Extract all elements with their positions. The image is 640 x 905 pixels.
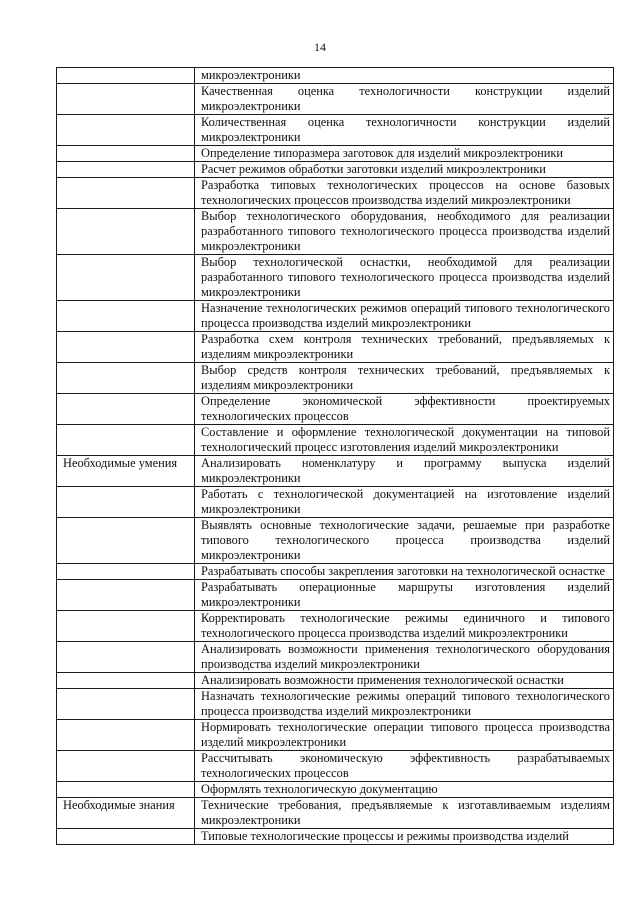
table-row bbox=[57, 720, 614, 751]
table-row bbox=[57, 332, 614, 363]
row-item: Технические требования, предъявляемые к изготавливаемым изделиям микроэлектроники bbox=[195, 798, 614, 829]
table-row bbox=[57, 564, 614, 580]
row-label bbox=[57, 162, 195, 178]
row-item: Разрабатывать операционные маршруты изготовления изделий микроэлектроники bbox=[195, 580, 614, 611]
row-label bbox=[57, 178, 195, 209]
row-label bbox=[57, 564, 195, 580]
table-row bbox=[57, 255, 614, 301]
row-label bbox=[57, 363, 195, 394]
row-label bbox=[57, 332, 195, 363]
table-row bbox=[57, 798, 614, 829]
row-item: Разрабатывать способы закрепления заготовки на технологической оснастке bbox=[195, 564, 614, 580]
row-label bbox=[57, 720, 195, 751]
row-item: Анализировать номенклатуру и программу выпуска изделий микроэлектроники bbox=[195, 456, 614, 487]
table-row bbox=[57, 162, 614, 178]
row-label bbox=[57, 255, 195, 301]
section-label-knowledge: Необходимые знания bbox=[57, 798, 195, 829]
table-row bbox=[57, 68, 614, 84]
row-item: Разработка схем контроля технических требований, предъявляемых к изделиям микроэлектроники bbox=[195, 332, 614, 363]
row-label bbox=[57, 611, 195, 642]
row-label bbox=[57, 487, 195, 518]
table-row bbox=[57, 425, 614, 456]
row-item: Количественная оценка технологичности конструкции изделий микроэлектроники bbox=[195, 115, 614, 146]
row-label bbox=[57, 518, 195, 564]
table-row bbox=[57, 84, 614, 115]
row-label bbox=[57, 642, 195, 673]
table-row bbox=[57, 518, 614, 564]
row-item: Назначать технологические режимы операций типового технологического процесса производства изделий микроэлектроники bbox=[195, 689, 614, 720]
row-item: Работать с технологической документацией на изготовление изделий микроэлектроники bbox=[195, 487, 614, 518]
row-label bbox=[57, 146, 195, 162]
row-item: Выбор технологического оборудования, необходимого для реализации разработанного типового технологического процесса производства изделий микроэлектроники bbox=[195, 209, 614, 255]
row-label bbox=[57, 115, 195, 146]
table-row bbox=[57, 115, 614, 146]
row-item: Рассчитывать экономическую эффективность разрабатываемых технологических процессов bbox=[195, 751, 614, 782]
row-label bbox=[57, 751, 195, 782]
row-item: Оформлять технологическую документацию bbox=[195, 782, 614, 798]
row-item: Анализировать возможности применения технологического оборудования производства изделий микроэлектроники bbox=[195, 642, 614, 673]
row-item: Расчет режимов обработки заготовки изделий микроэлектроники bbox=[195, 162, 614, 178]
table-row bbox=[57, 487, 614, 518]
row-item: Корректировать технологические режимы единичного и типового технологического процесса производства изделий микроэлектроники bbox=[195, 611, 614, 642]
table-row bbox=[57, 456, 614, 487]
row-item: Анализировать возможности применения технологической оснастки bbox=[195, 673, 614, 689]
row-item: Разработка типовых технологических процессов на основе базовых технологических процессов производства изделий микроэлектроники bbox=[195, 178, 614, 209]
table-row bbox=[57, 209, 614, 255]
row-item: Составление и оформление технологической документации на типовой технологический процесс изготовления изделий микроэлектроники bbox=[195, 425, 614, 456]
row-item: Нормировать технологические операции типового процесса производства изделий микроэлектроники bbox=[195, 720, 614, 751]
table-row bbox=[57, 751, 614, 782]
table-row bbox=[57, 782, 614, 798]
row-item: Выбор технологической оснастки, необходимой для реализации разработанного типового технологического процесса производства изделий микроэлектроники bbox=[195, 255, 614, 301]
table-row bbox=[57, 829, 614, 845]
row-item: Выявлять основные технологические задачи, решаемые при разработке типового технологического процесса производства изделий микроэлектроники bbox=[195, 518, 614, 564]
row-item: Определение типоразмера заготовок для изделий микроэлектроники bbox=[195, 146, 614, 162]
row-item: Определение экономической эффективности проектируемых технологических процессов bbox=[195, 394, 614, 425]
competency-table bbox=[56, 67, 614, 845]
row-label bbox=[57, 829, 195, 845]
row-item: Выбор средств контроля технических требований, предъявляемых к изделиям микроэлектроники bbox=[195, 363, 614, 394]
table-row bbox=[57, 689, 614, 720]
row-item: Типовые технологические процессы и режимы производства изделий bbox=[195, 829, 614, 845]
table-row bbox=[57, 146, 614, 162]
table-row bbox=[57, 642, 614, 673]
table-row bbox=[57, 394, 614, 425]
row-label bbox=[57, 673, 195, 689]
row-label bbox=[57, 68, 195, 84]
row-label bbox=[57, 394, 195, 425]
row-label bbox=[57, 425, 195, 456]
row-label bbox=[57, 84, 195, 115]
table-row bbox=[57, 580, 614, 611]
row-label bbox=[57, 301, 195, 332]
table-row bbox=[57, 363, 614, 394]
row-label bbox=[57, 782, 195, 798]
section-label-skills: Необходимые умения bbox=[57, 456, 195, 487]
row-item: микроэлектроники bbox=[195, 68, 614, 84]
page-number: 14 bbox=[314, 40, 326, 54]
table-row bbox=[57, 301, 614, 332]
table-row bbox=[57, 611, 614, 642]
table-row bbox=[57, 673, 614, 689]
row-item: Качественная оценка технологичности конструкции изделий микроэлектроники bbox=[195, 84, 614, 115]
row-label bbox=[57, 689, 195, 720]
row-label bbox=[57, 209, 195, 255]
row-label bbox=[57, 580, 195, 611]
table-row bbox=[57, 178, 614, 209]
row-item: Назначение технологических режимов операций типового технологического процесса производства изделий микроэлектроники bbox=[195, 301, 614, 332]
